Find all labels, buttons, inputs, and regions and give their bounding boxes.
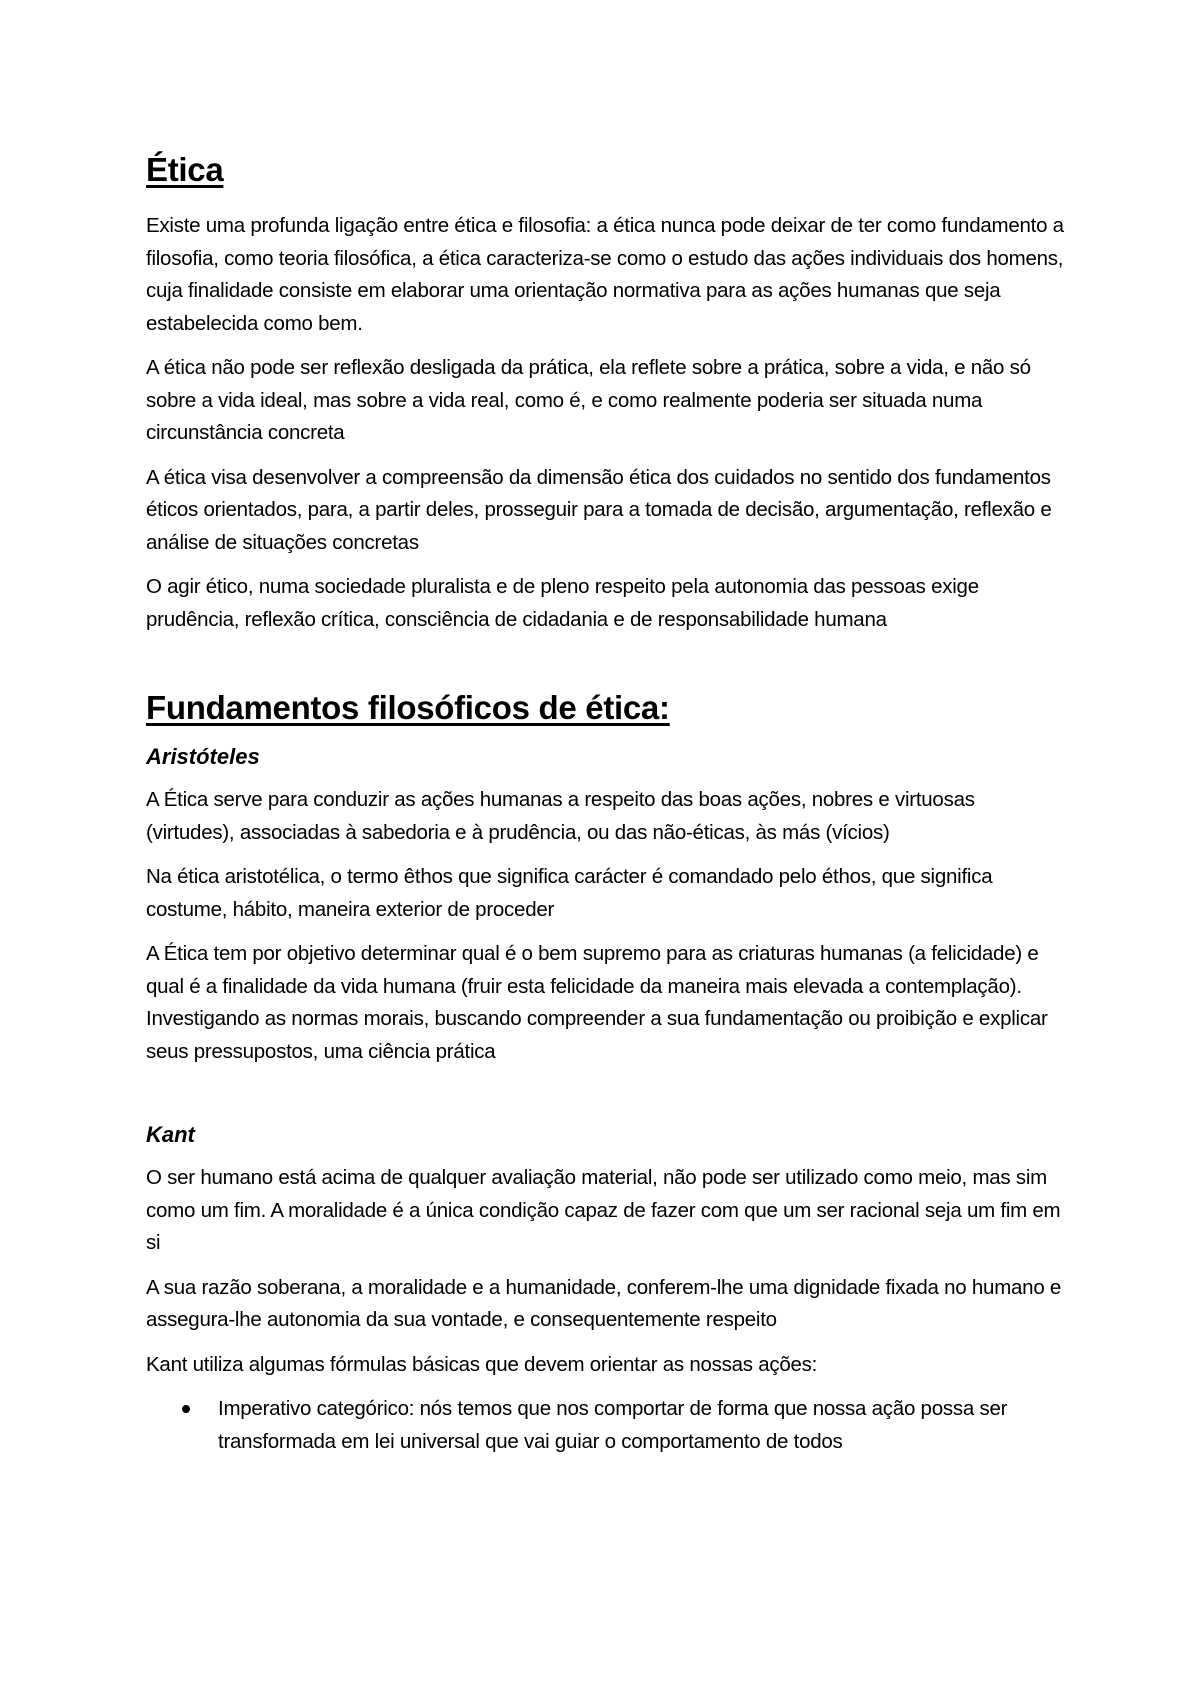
paragraph: A Ética serve para conduzir as ações humanas a respeito das boas ações, nobres e virtuosas (virtudes), associadas à sabedoria e à prudência, ou das não-éticas, às más (vícios) — [146, 788, 975, 844]
paragraph: A ética não pode ser reflexão desligada da prática, ela reflete sobre a prática, sobre a vida, e não só sobre a vida ideal, mas sobre a vida real, como é, e como realmente poderia ser situada numa circunstância concreta — [146, 356, 1031, 444]
paragraph: A sua razão soberana, a moralidade e a humanidade, conferem-lhe uma dignidade fixada no humano e assegura-lhe autonomia da sua vontade, e consequentemente respeito — [146, 1275, 1062, 1331]
paragraph: O agir ético, numa sociedade pluralista e de pleno respeito pela autonomia das pessoas exige prudência, reflexão crítica, consciência de cidadania e de responsabilidade humana — [146, 575, 979, 631]
paragraph: O ser humano está acima de qualquer avaliação material, não pode ser utilizado como meio, mas sim como um fim. A moralidade é a única condição capaz de fazer com que um ser racional seja um fim em si — [146, 1166, 1061, 1254]
paragraph: Na ética aristotélica, o termo êthos que significa carácter é comandado pelo éthos, que significa costume, hábito, maneira exterior de proceder — [146, 865, 993, 921]
bullet-icon — [182, 1405, 190, 1413]
paragraph: Kant utiliza algumas fórmulas básicas que devem orientar as nossas ações: — [146, 1352, 818, 1376]
list-item-text: Imperativo categórico: nós temos que nos comportar de forma que nossa ação possa ser transformada em lei universal que vai guiar o comportamento de todos — [218, 1397, 1008, 1453]
list-item — [146, 1393, 1066, 1458]
bullet-list — [146, 1393, 1066, 1458]
paragraph: Existe uma profunda ligação entre ética e filosofia: a ética nunca pode deixar de ter como fundamento a filosofia, como teoria filosófica, a ética caracteriza-se como o estudo das ações individuais dos homens, cuja finalidade consiste em elaborar uma orientação normativa para as ações humanas que seja estabelecida como bem. — [146, 214, 1064, 335]
paragraph: A Ética tem por objetivo determinar qual é o bem supremo para as criaturas humanas (a felicidade) e qual é a finalidade da vida humana (fruir esta felicidade da maneira mais elevada a contemplação). Investigando as normas morais, buscando compreender a sua fundamentação ou proibição e explicar seus pressupostos, uma ciência prática — [146, 942, 1048, 1063]
section-title-etica: Ética — [146, 151, 224, 188]
paragraph: A ética visa desenvolver a compreensão da dimensão ética dos cuidados no sentido dos fundamentos éticos orientados, para, a partir deles, prosseguir para a tomada de decisão, argumentação, reflexão e análise de situações concretas — [146, 465, 1052, 554]
document-page — [146, 150, 1066, 1458]
section-title-fundamentos: Fundamentos filosóficos de ética: — [146, 689, 670, 726]
subsection-heading-aristoteles: Aristóteles — [146, 744, 260, 769]
subsection-heading-kant: Kant — [146, 1122, 195, 1147]
